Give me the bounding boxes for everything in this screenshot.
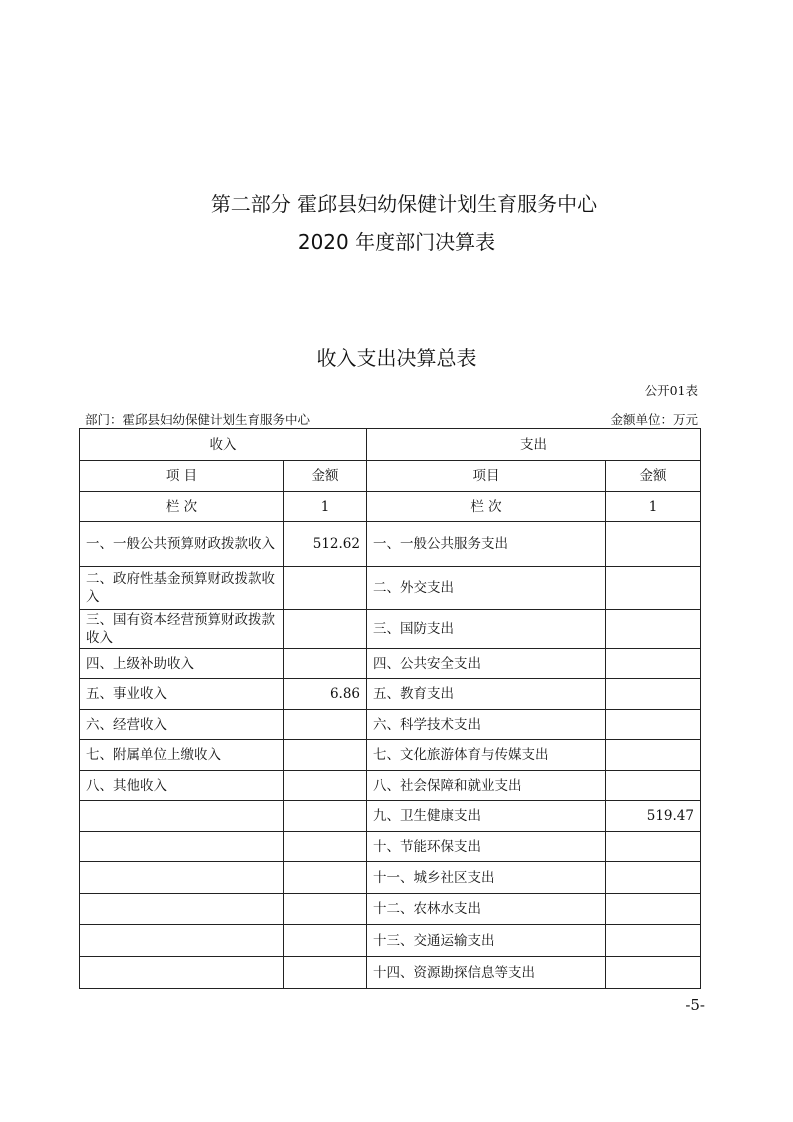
amount-header: 金额 — [284, 461, 367, 492]
income-item — [80, 894, 284, 925]
document-subtitle: 2020 年度部门决算表 — [297, 230, 496, 254]
expense-item: 二、外交支出 — [367, 567, 606, 610]
column-number: 1 — [606, 492, 701, 522]
table-row — [80, 740, 701, 771]
income-item: 七、附属单位上缴收入 — [80, 740, 284, 771]
expense-item: 三、国防支出 — [367, 610, 606, 649]
expense-amount — [606, 610, 701, 649]
table-row — [80, 957, 701, 989]
income-amount — [284, 740, 367, 771]
table-code: 公开01表 — [644, 383, 698, 398]
table-row — [80, 862, 701, 894]
income-amount — [284, 925, 367, 957]
table-row — [80, 832, 701, 862]
table-row — [80, 801, 701, 832]
expense-item: 十四、资源勘探信息等支出 — [367, 957, 606, 989]
expense-item: 一、一般公共服务支出 — [367, 522, 606, 567]
expense-amount — [606, 679, 701, 710]
expense-amount — [606, 710, 701, 740]
table-row — [80, 925, 701, 957]
expense-item: 四、公共安全支出 — [367, 649, 606, 679]
table-row — [80, 710, 701, 740]
table-row — [80, 649, 701, 679]
income-item — [80, 957, 284, 989]
table-row — [80, 522, 701, 567]
expense-amount: 519.47 — [606, 801, 701, 832]
table-row — [80, 679, 701, 710]
expense-item: 九、卫生健康支出 — [367, 801, 606, 832]
expense-item: 七、文化旅游体育与传媒支出 — [367, 740, 606, 771]
column-label: 栏 次 — [367, 492, 606, 522]
income-item — [80, 862, 284, 894]
income-amount — [284, 567, 367, 610]
income-amount — [284, 610, 367, 649]
income-item: 二、政府性基金预算财政拨款收入 — [80, 567, 284, 610]
income-amount — [284, 710, 367, 740]
unit-label: 金额单位：万元 — [610, 412, 698, 427]
income-item — [80, 925, 284, 957]
expense-item: 十、节能环保支出 — [367, 832, 606, 862]
expense-amount — [606, 522, 701, 567]
expense-amount — [606, 740, 701, 771]
income-item: 一、一般公共预算财政拨款收入 — [80, 522, 284, 567]
income-amount — [284, 771, 367, 801]
income-item: 六、经营收入 — [80, 710, 284, 740]
income-header: 收入 — [80, 429, 367, 461]
expense-item: 十三、交通运输支出 — [367, 925, 606, 957]
table-row — [80, 610, 701, 649]
income-expense-table — [79, 428, 701, 989]
expense-amount — [606, 832, 701, 862]
amount-header: 金额 — [606, 461, 701, 492]
income-amount — [284, 862, 367, 894]
expense-amount — [606, 862, 701, 894]
column-number: 1 — [284, 492, 367, 522]
document-title: 第二部分 霍邱县妇幼保健计划生育服务中心 — [210, 192, 598, 216]
page-number: -5- — [685, 996, 705, 1014]
expense-amount — [606, 957, 701, 989]
income-item — [80, 801, 284, 832]
department-label: 部门：霍邱县妇幼保健计划生育服务中心 — [85, 412, 311, 427]
expense-item: 八、社会保障和就业支出 — [367, 771, 606, 801]
income-item — [80, 832, 284, 862]
income-amount — [284, 801, 367, 832]
income-amount — [284, 894, 367, 925]
expense-amount — [606, 567, 701, 610]
expense-item: 十一、城乡社区支出 — [367, 862, 606, 894]
income-item: 三、国有资本经营预算财政拨款收入 — [80, 610, 284, 649]
expense-amount — [606, 925, 701, 957]
table-row — [80, 771, 701, 801]
income-amount: 512.62 — [284, 522, 367, 567]
table-row — [80, 894, 701, 925]
income-item: 四、上级补助收入 — [80, 649, 284, 679]
expense-header: 支出 — [367, 429, 701, 461]
table-row — [80, 567, 701, 610]
income-amount — [284, 649, 367, 679]
income-item: 五、事业收入 — [80, 679, 284, 710]
income-amount — [284, 832, 367, 862]
column-label: 栏 次 — [80, 492, 284, 522]
expense-amount — [606, 894, 701, 925]
expense-amount — [606, 771, 701, 801]
expense-item: 十二、农林水支出 — [367, 894, 606, 925]
expense-item: 六、科学技术支出 — [367, 710, 606, 740]
expense-item: 五、教育支出 — [367, 679, 606, 710]
income-amount — [284, 957, 367, 989]
item-header: 项 目 — [80, 461, 284, 492]
expense-amount — [606, 649, 701, 679]
table-title: 收入支出决算总表 — [316, 346, 477, 370]
item-header: 项目 — [367, 461, 606, 492]
income-item: 八、其他收入 — [80, 771, 284, 801]
income-amount: 6.86 — [284, 679, 367, 710]
